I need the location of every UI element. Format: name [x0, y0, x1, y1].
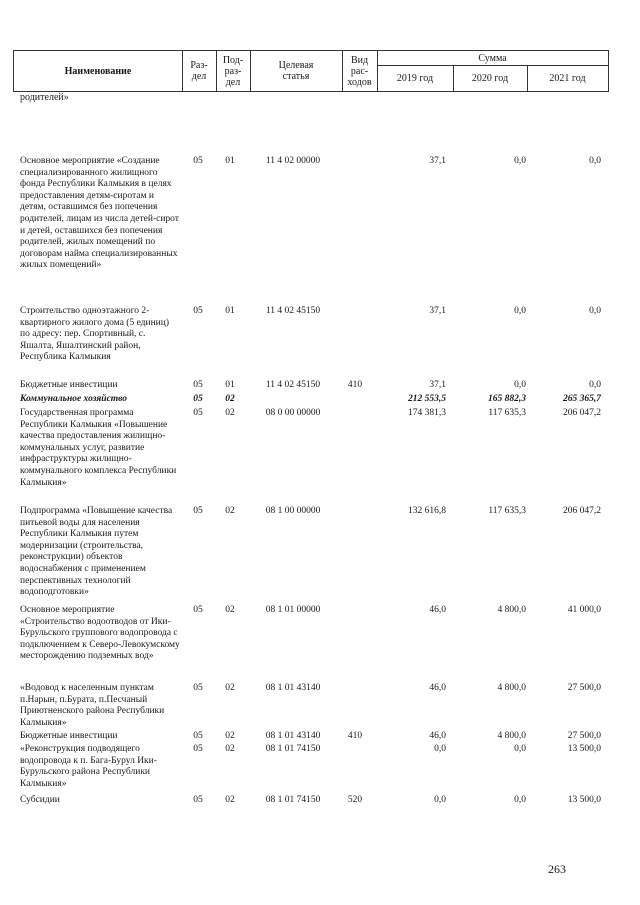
- row-amount-2020: 117 635,3: [488, 506, 526, 516]
- row-name: Подпрограмма «Повышение качества питьевой воды для населения Республики Калмыкия путем модернизации (строительства, реконструкции) объектов водоснабжения с применением перспективных технологий водоподготовки»: [20, 506, 173, 598]
- row-amount-2020: 4 800,0: [497, 683, 526, 693]
- page-number: 263: [548, 862, 566, 876]
- row-amount-2021: 206 047,2: [563, 506, 601, 516]
- row-razdel: 05: [193, 506, 203, 516]
- row-name: Коммунальное хозяйство: [20, 394, 128, 404]
- row-amount-2021: 265 365,7: [563, 394, 601, 404]
- row-amount-2020: 0,0: [514, 795, 526, 805]
- row-amount-2020: 165 882,3: [488, 394, 526, 404]
- header-podrazdel: Под- раз- дел: [216, 51, 251, 91]
- row-expense-type: 410: [347, 380, 363, 390]
- row-target-article: 08 1 01 74150: [265, 795, 321, 805]
- row-name: Субсидии: [20, 795, 60, 805]
- row-target-article: 11 4 02 45150: [265, 306, 321, 316]
- row-amount-2020: 0,0: [514, 306, 526, 316]
- row-name: Основное мероприятие «Создание специализированного жилищного фонда Республики Калмыкия в целях предоставления детям-сиротам и детям, оставшимся без попечения родителей, лицам из числа детей-сирот и детей, оставшихся без попечения родителей, жилых помещений по договорам найма специализированных жилых помещений»: [20, 156, 179, 271]
- row-target-article: 08 1 01 43140: [265, 731, 321, 741]
- row-amount-2019: 37,1: [429, 380, 446, 390]
- row-podrazdel: 02: [225, 408, 235, 418]
- header-2021: 2021 год: [549, 72, 586, 84]
- row-name: «Реконструкция подводящего водопровода к п. Бага-Бурул Ики-Бурульского района Республики Калмыкия»: [20, 744, 157, 789]
- row-amount-2021: 0,0: [589, 306, 601, 316]
- row-name: Бюджетные инвестиции: [20, 731, 118, 741]
- row-amount-2019: 46,0: [429, 731, 446, 741]
- row-podrazdel: 02: [225, 744, 235, 754]
- row-razdel: 05: [193, 408, 203, 418]
- row-razdel: 05: [193, 394, 203, 404]
- row-razdel: 05: [193, 683, 203, 693]
- row-amount-2020: 117 635,3: [488, 408, 526, 418]
- row-podrazdel: 02: [225, 605, 235, 615]
- row-target-article: 08 0 00 00000: [265, 408, 321, 418]
- row-podrazdel: 02: [225, 731, 235, 741]
- row-name: «Водовод к населенным пунктам п.Нарын, п.Бурата, п.Песчаный Приютненского района Республики Калмыкия»: [20, 683, 165, 728]
- row-razdel: 05: [193, 605, 203, 615]
- row-amount-2021: 206 047,2: [563, 408, 601, 418]
- row-podrazdel: 01: [225, 156, 235, 166]
- row-podrazdel: 01: [225, 306, 235, 316]
- row-razdel: 05: [193, 744, 203, 754]
- row-amount-2021: 27 500,0: [567, 683, 601, 693]
- row-razdel: 05: [193, 731, 203, 741]
- continued-text: родителей»: [20, 92, 69, 103]
- header-2020: 2020 год: [453, 65, 528, 91]
- header-razdel: Раз- дел: [182, 51, 217, 91]
- row-name: Строительство одноэтажного 2-квартирного жилого дома (5 единиц) по адресу: пер. Спортивный, с. Яшалта, Яшалтинский район, Республика Калмыкия: [20, 306, 169, 363]
- row-amount-2020: 0,0: [514, 380, 526, 390]
- row-target-article: 11 4 02 00000: [265, 156, 321, 166]
- row-podrazdel: 02: [225, 683, 235, 693]
- row-target-article: 08 1 00 00000: [265, 506, 321, 516]
- row-razdel: 05: [193, 795, 203, 805]
- row-amount-2019: 46,0: [429, 683, 446, 693]
- row-name: Бюджетные инвестиции: [20, 380, 118, 390]
- row-amount-2019: 212 553,5: [408, 394, 446, 404]
- row-amount-2019: 37,1: [429, 306, 446, 316]
- row-amount-2020: 4 800,0: [497, 731, 526, 741]
- row-name: Основное мероприятие «Строительство водоотводов от Ики-Бурульского группового водопровода с подключением к Северо-Левокумскому месторождению подземных вод»: [20, 605, 180, 662]
- row-target-article: 08 1 01 43140: [265, 683, 321, 693]
- row-name: Государственная программа Республики Калмыкия «Повышение качества предоставления жилищно-коммунальных услуг, развитие инфраструктуры жилищно-коммунального комплекса Республики Калмыкия»: [20, 408, 177, 488]
- row-target-article: 08 1 01 74150: [265, 744, 321, 754]
- header-sum-group: [377, 51, 608, 91]
- row-amount-2021: 27 500,0: [567, 731, 601, 741]
- row-amount-2021: 0,0: [589, 380, 601, 390]
- row-amount-2019: 0,0: [434, 744, 446, 754]
- header-2019: 2019 год: [377, 65, 454, 91]
- row-amount-2019: 132 616,8: [408, 506, 446, 516]
- row-target-article: 11 4 02 45150: [265, 380, 321, 390]
- row-expense-type: 520: [347, 795, 363, 805]
- row-razdel: 05: [193, 306, 203, 316]
- row-podrazdel: 02: [225, 394, 235, 404]
- row-podrazdel: 01: [225, 380, 235, 390]
- row-target-article: 08 1 01 00000: [265, 605, 321, 615]
- row-podrazdel: 02: [225, 506, 235, 516]
- row-amount-2021: 41 000,0: [567, 605, 601, 615]
- header-vid: Вид рас- ходов: [342, 51, 378, 91]
- row-amount-2020: 0,0: [514, 156, 526, 166]
- row-razdel: 05: [193, 380, 203, 390]
- row-amount-2021: 0,0: [589, 156, 601, 166]
- header-target: Целевая статья: [250, 51, 343, 91]
- row-amount-2019: 46,0: [429, 605, 446, 615]
- row-amount-2019: 37,1: [429, 156, 446, 166]
- header-sum: Сумма: [377, 51, 608, 66]
- row-amount-2019: 0,0: [434, 795, 446, 805]
- header-name: Наименование: [14, 51, 183, 91]
- row-amount-2019: 174 381,3: [408, 408, 446, 418]
- row-amount-2021: 13 500,0: [567, 744, 601, 754]
- row-amount-2021: 13 500,0: [567, 795, 601, 805]
- row-podrazdel: 02: [225, 795, 235, 805]
- table-header: [13, 50, 609, 92]
- row-amount-2020: 4 800,0: [497, 605, 526, 615]
- row-expense-type: 410: [347, 731, 363, 741]
- row-razdel: 05: [193, 156, 203, 166]
- row-amount-2020: 0,0: [514, 744, 526, 754]
